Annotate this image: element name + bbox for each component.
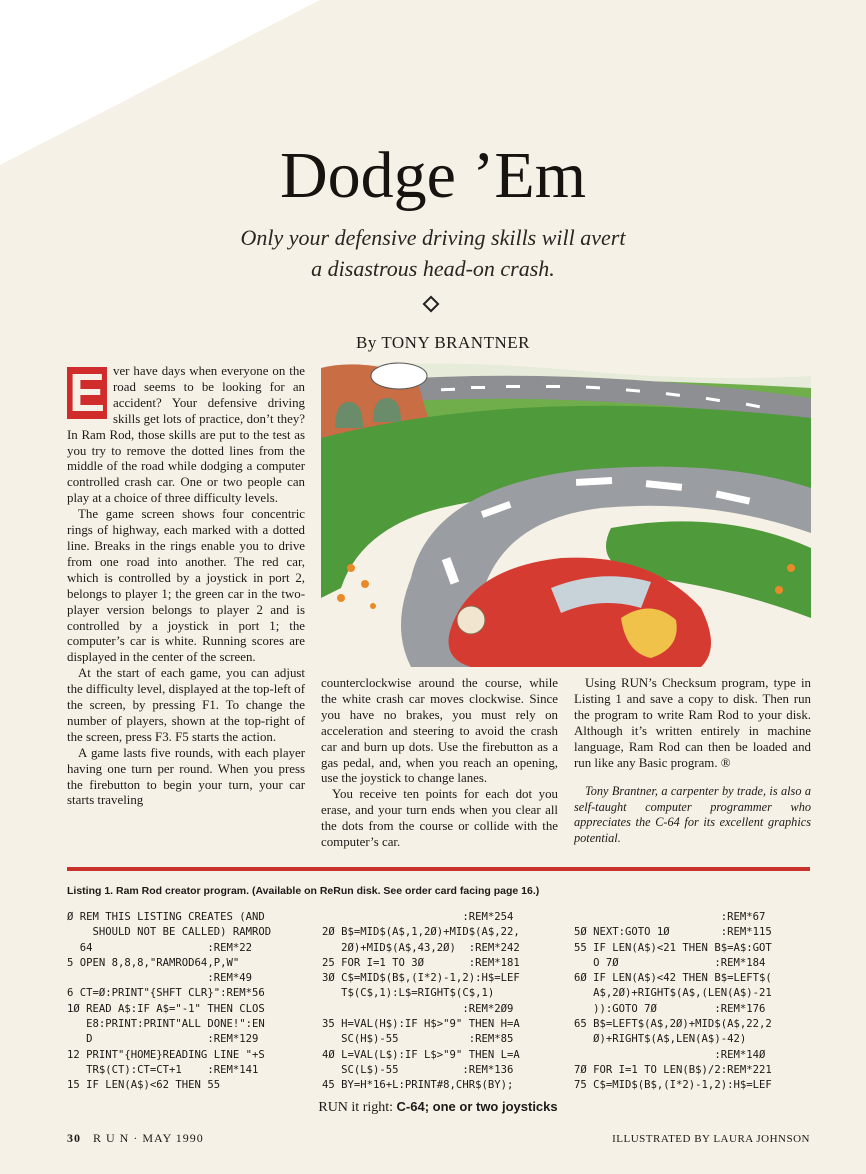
subtitle-line-2: a disastrous head-on crash.	[311, 256, 555, 281]
magazine-name: R U N	[93, 1131, 130, 1145]
paragraph: At the start of each game, you can adjust the difficulty level, displayed at the top-left of the screen, by pressing F1. To change the number of players, shown at the top-right of the screen, press F3. F5 starts the action.	[67, 666, 305, 744]
folio-separator: ·	[133, 1131, 139, 1145]
author-bio: Tony Brantner, a carpenter by trade, is also a self-taught computer programmer who appreciates the C-64 for its excellent graphics potential.	[574, 784, 811, 845]
paragraph: The game screen shows four concentric rings of highway, each marked with a dotted line. Breaks in the rings enable you to drive from one road into another. The red car, which is controlled by a joystick in port 2, belongs to player 1; the green car in the two-player version belongs to player 2 and is controlled by a joystick in port 1; the computer’s car is white. Running scores are displayed in the center of the screen.	[67, 507, 305, 665]
article-subtitle	[0, 222, 866, 284]
drop-cap: E	[68, 363, 106, 423]
page-number: 30	[67, 1131, 81, 1145]
race-track-illustration	[321, 358, 811, 667]
byline: By TONY BRANTNER	[356, 333, 530, 352]
paragraph: counterclockwise around the course, while the white crash car moves clockwise. Since you have no brakes, you must rely on acceleration and steering to avoid the crash car and burn up dots. Use the firebutton as a gas pedal, and, when you reach an opening, use the joystick to change lanes.	[321, 676, 558, 786]
code-listing-column-3: :REM*67 5Ø NEXT:GOTO 1Ø :REM*115 55 IF LEN(A$)<21 THEN B$=A$:GOT O 7Ø :REM*184 6Ø IF LEN(A$)<42 THEN B$=LEFT$( A$,2Ø)+RIGHT$(A$,(LEN(A$)-21 )):GOTO 7Ø :REM*176 65 B$=LEFT$(A$,2Ø)+MID$(A$,22,2 Ø)+RIGHT$(A$,LEN(A$)-42) :REM*14Ø 7Ø FOR I=1 TO LEN(B$)/2:REM*221 75 C$=MID$(B$,(I*2)-1,2):H$=LEF	[574, 911, 772, 1092]
section-divider	[67, 867, 810, 871]
paragraph: E ver have days when everyone on the road seems to be looking for an accident? Your defensive driving skills get lots of practice, don’t they? In Ram Rod, those skills are put to the test as you try to remove the dotted lines from the middle of the road while dodging a computer controlled crash car. One or two people can play at a choice of three difficulty levels.	[67, 363, 305, 506]
article-column-2	[321, 676, 558, 851]
diamond-ornament-icon	[423, 296, 440, 313]
article-column-3	[574, 676, 811, 846]
subtitle-line-1: Only your defensive driving skills will avert	[240, 225, 626, 250]
paragraph: A game lasts five rounds, with each player having one turn per round. When you press the firebutton to begin your turn, your car starts traveling	[67, 745, 305, 808]
listing-title: Listing 1. Ram Rod creator program. (Available on ReRun disk. See order card facing page 16.)	[67, 885, 540, 897]
run-it-prefix: RUN it right:	[318, 1100, 394, 1115]
run-it-requirements: C-64; one or two joysticks	[396, 1099, 558, 1114]
paragraph: You receive ten points for each dot you erase, and your turn ends when you clear all the dots from the course or collide with the computer’s car.	[321, 787, 558, 850]
illustration-credit: ILLUSTRATED BY LAURA JOHNSON	[612, 1133, 810, 1145]
article-column-1	[67, 364, 305, 809]
run-it-right-note	[0, 1099, 866, 1116]
code-listing-column-1: Ø REM THIS LISTING CREATES (AND SHOULD NOT BE CALLED) RAMROD 64 :REM*22 5 OPEN 8,8,8,"RAMROD64,P,W" :REM*49 6 CT=Ø:PRINT"{SHFT CLR}":REM*56 1Ø READ A$:IF A$="-1" THEN CLOS E8:PRINT:PRINT"ALL DONE!":EN D :REM*129 12 PRINT"{HOME}READING LINE "+S TR$(CT):CT=CT+1 :REM*141 15 IF LEN(A$)<62 THEN 55	[67, 911, 272, 1092]
article-title: Dodge ’Em	[279, 139, 587, 212]
code-listing-column-2: :REM*254 2Ø B$=MID$(A$,1,2Ø)+MID$(A$,22, 2Ø)+MID$(A$,43,2Ø) :REM*242 25 FOR I=1 TO 3Ø :REM*181 3Ø C$=MID$(B$,(I*2)-1,2):H$=LEF T$(C$,1):L$=RIGHT$(C$,1) :REM*2Ø9 35 H=VAL(H$):IF H$>"9" THEN H=A SC(H$)-55 :REM*85 4Ø L=VAL(L$):IF L$>"9" THEN L=A SC(L$)-55 :REM*136 45 BY=H*16+L:PRINT#8,CHR$(BY);	[322, 911, 520, 1092]
issue-date: MAY 1990	[142, 1131, 204, 1145]
paragraph: Using RUN’s Checksum program, type in Listing 1 and save a copy to disk. Then run the program to write Ram Rod to your disk. Although it’s written entirely in machine language, Ram Rod can then be loaded and run like any Basic program. ®	[574, 676, 811, 770]
footer-folio	[67, 1131, 204, 1146]
